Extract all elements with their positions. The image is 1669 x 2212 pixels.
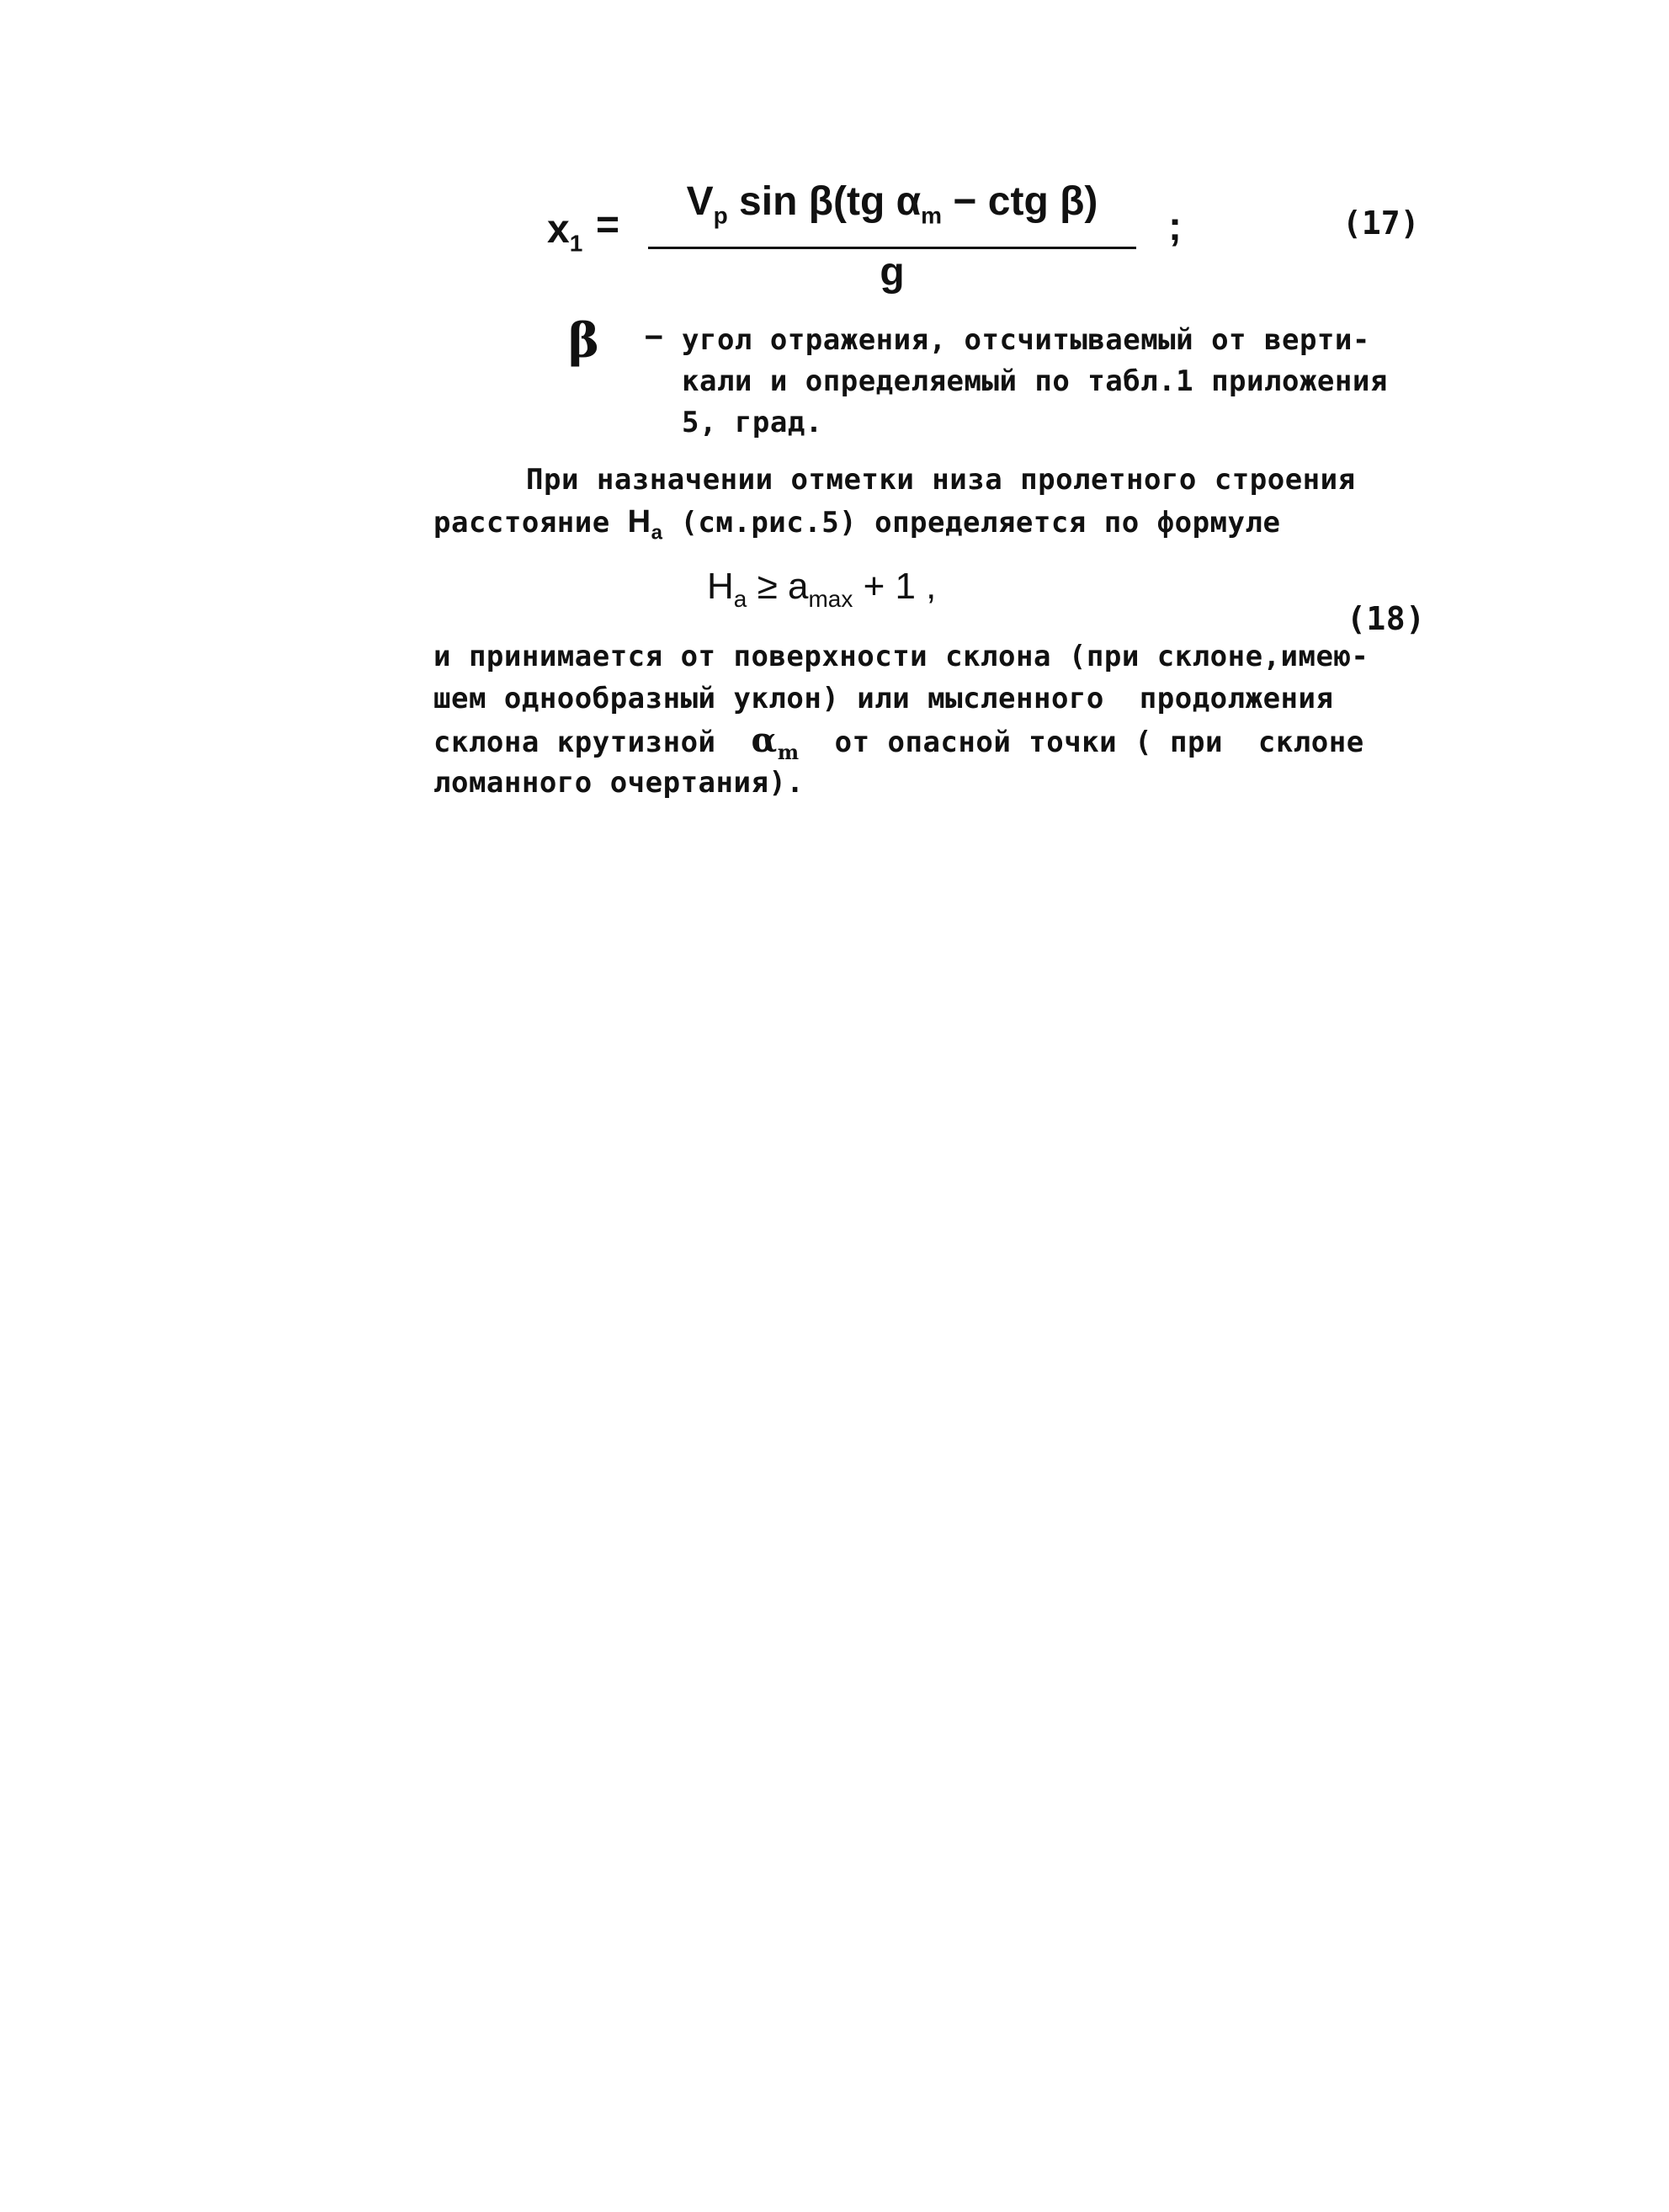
formula-17-equals: = bbox=[596, 203, 620, 247]
formula-17 bbox=[539, 168, 1431, 303]
paragraph-1-line-2: расстояние $H_a$ (см.рис.5) определяется по формуле bbox=[433, 504, 1281, 545]
formula-18: $H_a \ge a_{max} + 1$ , bbox=[707, 566, 937, 612]
paragraph-2-line-1: и принимается от поверхности склона (при склоне,имею- bbox=[433, 640, 1369, 673]
formula-17-lhs: $x_1$ bbox=[547, 207, 583, 257]
beta-symbol: β bbox=[568, 313, 600, 369]
paragraph-2-line-2: шем однообразный уклон) или мысленного продолжения bbox=[433, 682, 1334, 715]
paragraph-1-line-1: При назначении отметки низа пролетного строения bbox=[526, 463, 1356, 497]
symbol-alpha-m: $\alpha_m$ bbox=[751, 720, 800, 764]
paragraph-2-line-4: ломанного очертания). bbox=[433, 766, 805, 800]
formula-17-numerator: $V_p$ sin β(tg $\alpha_m$ − ctg β) bbox=[686, 179, 1098, 229]
symbol-h-a: $H_a$ bbox=[627, 504, 663, 545]
beta-definition-text: угол отражения, отсчитываемый от верти- кали и определяемый по табл.1 приложения 5, град. bbox=[682, 323, 1388, 439]
paragraph-2-line-3: склона крутизной $\alpha_m$ от опасной точки ( при склоне bbox=[433, 720, 1364, 764]
formula-17-fraction bbox=[648, 177, 1136, 295]
definition-dash: − bbox=[645, 320, 663, 354]
fraction-bar bbox=[648, 247, 1136, 249]
formula-17-denominator: g bbox=[880, 249, 905, 295]
formula-17-number: (17) bbox=[1342, 205, 1420, 242]
formula-18-number: (18) bbox=[1347, 600, 1426, 637]
formula-17-semicolon: ; bbox=[1168, 205, 1182, 249]
